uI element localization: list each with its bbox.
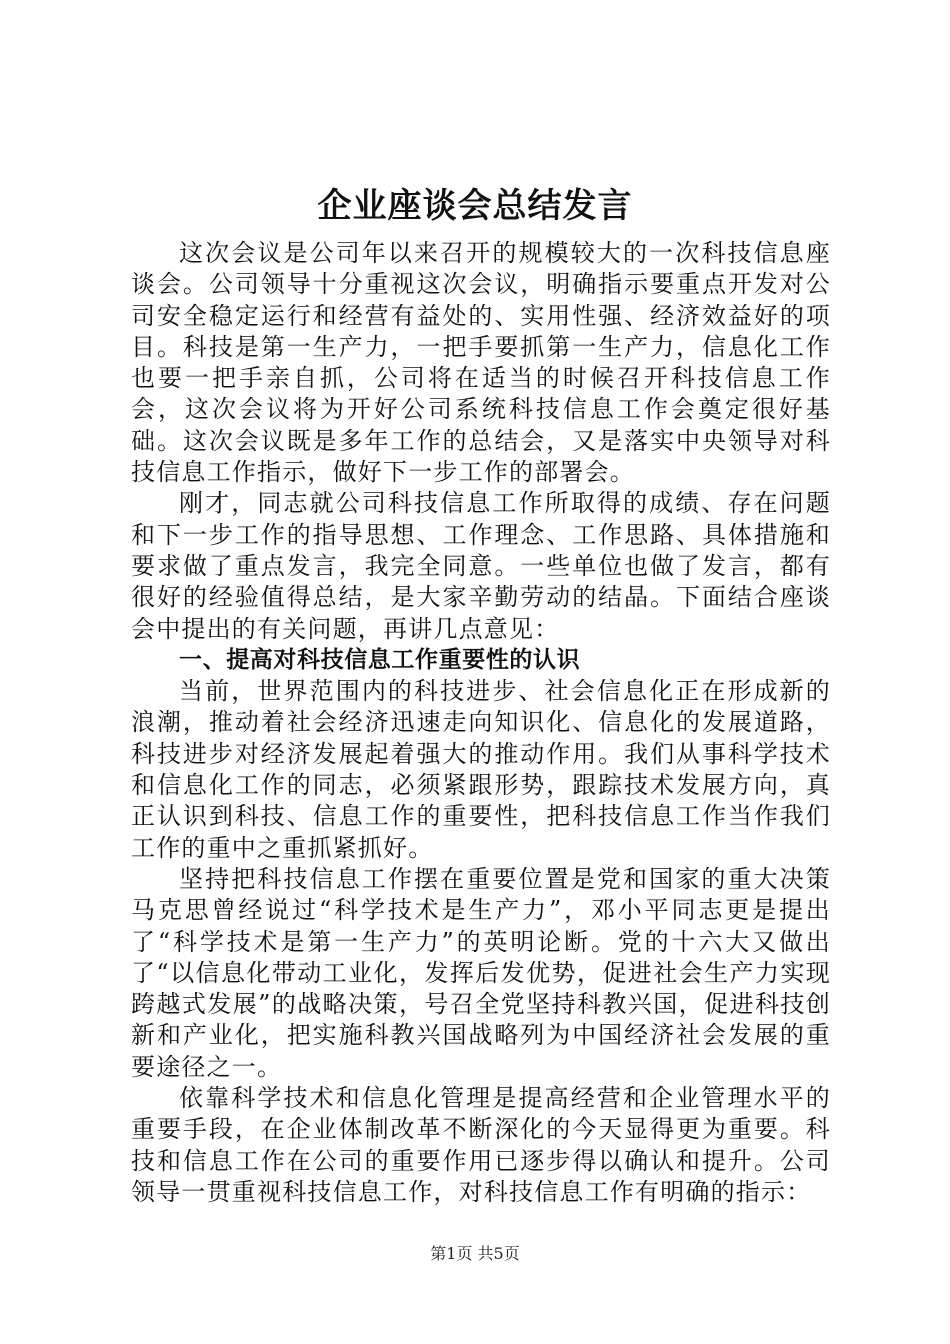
paragraph-section1-3: 依靠科学技术和信息化管理是提高经营和企业管理水平的重要手段，在企业体制改革不断深化的今天显得更为重要。科技和信息工作在公司的重要作用已逐步得以确认和提升。公司领导一贯重视科技信息工作，对科技信息工作有明确的指示：	[131, 1084, 831, 1206]
paragraph-intro: 这次会议是公司年以来召开的规模较大的一次科技信息座谈会。公司领导十分重视这次会议，明确指示要重点开发对公司安全稳定运行和经营有益处的、实用性强、经济效益好的项目。科技是第一生产力，一把手要抓第一生产力，信息化工作也要一把手亲自抓，公司将在适当的时候召开科技信息工作会，这次会议将为开好公司系统科技信息工作会奠定很好基础。这次会议既是多年工作的总结会，又是落实中央领导对科技信息工作指示，做好下一步工作的部署会。	[131, 239, 831, 487]
page-footer: 第1页 共5页	[430, 1244, 520, 1263]
paragraph-summary: 刚才，同志就公司科技信息工作所取得的成绩、存在问题和下一步工作的指导思想、工作理念、工作思路、具体措施和要求做了重点发言，我完全同意。一些单位也做了发言，都有很好的经验值得总结，是大家辛勤劳动的结晶。下面结合座谈会中提出的有关问题，再讲几点意见：	[131, 489, 831, 643]
document-title: 企业座谈会总结发言	[317, 186, 633, 226]
paragraph-section1-2: 坚持把科技信息工作摆在重要位置是党和国家的重大决策马克思曾经说过“科学技术是生产力”，邓小平同志更是提出了“科学技术是第一生产力”的英明论断。党的十六大又做出了“以信息化带动工业化，发挥后发优势，促进社会生产力实现跨越式发展”的战略决策，号召全党坚持科教兴国，促进科技创新和产业化，把实施科教兴国战略列为中国经济社会发展的重要途径之一。	[131, 864, 831, 1081]
section-heading: 一、提高对科技信息工作重要性的认识	[179, 646, 581, 673]
paragraph-section1-1: 当前，世界范围内的科技进步、社会信息化正在形成新的浪潮，推动着社会经济迅速走向知识化、信息化的发展道路，科技进步对经济发展起着强大的推动作用。我们从事科学技术和信息化工作的同志，必须紧跟形势，跟踪技术发展方向，真正认识到科技、信息工作的重要性，把科技信息工作当作我们工作的重中之重抓紧抓好。	[131, 677, 831, 862]
document-body	[131, 238, 831, 1208]
